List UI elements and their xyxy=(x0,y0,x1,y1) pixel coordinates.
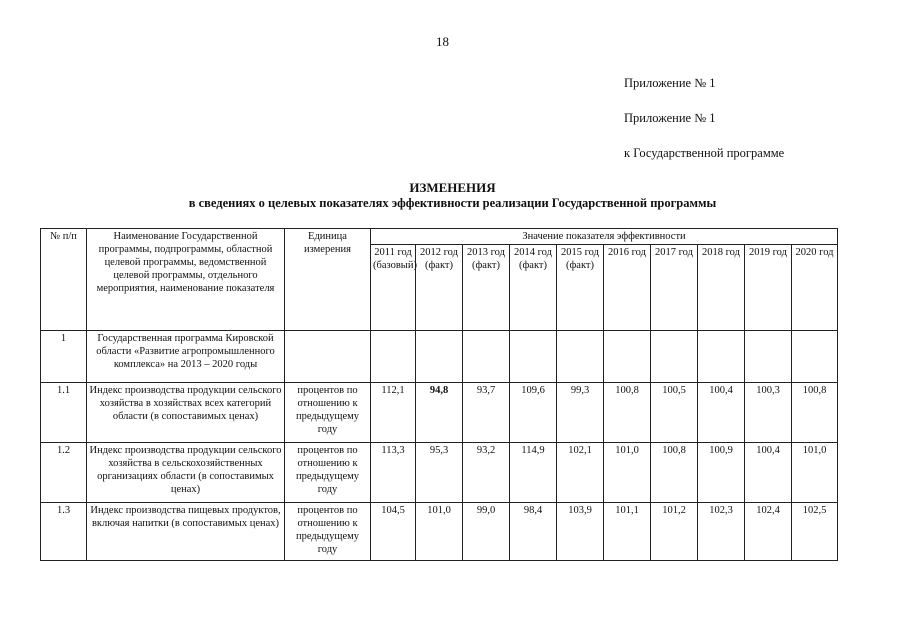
header-num: № п/п xyxy=(41,229,87,331)
row-value: 102,1 xyxy=(557,443,604,503)
row-value: 104,5 xyxy=(371,503,416,561)
header-year: 2014 год (факт) xyxy=(510,245,557,331)
row-unit xyxy=(285,331,371,383)
appendix-line-3: к Государственной программе xyxy=(624,146,785,160)
row-value: 103,9 xyxy=(557,503,604,561)
row-value: 102,4 xyxy=(745,503,792,561)
row-value: 113,3 xyxy=(371,443,416,503)
row-value: 112,1 xyxy=(371,383,416,443)
row-value: 114,9 xyxy=(510,443,557,503)
header-values-group: Значение показателя эффективности xyxy=(371,229,838,245)
row-value: 101,0 xyxy=(604,443,651,503)
header-year: 2017 год xyxy=(651,245,698,331)
row-value xyxy=(792,331,838,383)
header-year: 2011 год (базовый) xyxy=(371,245,416,331)
row-value: 100,9 xyxy=(698,443,745,503)
row-value: 101,1 xyxy=(604,503,651,561)
row-unit: процентов по отношению к предыдущему году xyxy=(285,443,371,503)
row-value: 94,8 xyxy=(416,383,463,443)
row-num: 1 xyxy=(41,331,87,383)
row-value xyxy=(604,331,651,383)
row-value: 93,2 xyxy=(463,443,510,503)
row-value: 100,4 xyxy=(745,443,792,503)
table-row xyxy=(41,383,838,443)
row-num: 1.2 xyxy=(41,443,87,503)
row-value: 101,0 xyxy=(792,443,838,503)
row-value: 109,6 xyxy=(510,383,557,443)
row-name: Индекс производства пищевых продуктов, включая напитки (в сопоставимых ценах) xyxy=(87,503,285,561)
row-value: 100,8 xyxy=(651,443,698,503)
row-value: 100,3 xyxy=(745,383,792,443)
row-unit: процентов по отношению к предыдущему году xyxy=(285,383,371,443)
table-row xyxy=(41,443,838,503)
row-name: Государственная программа Кировской области «Развитие агропромышленного комплекса» на 2013 – 2020 годы xyxy=(87,331,285,383)
document-title: ИЗМЕНЕНИЯ xyxy=(409,180,496,195)
row-name: Индекс производства продукции сельского хозяйства в хозяйствах всех категорий области (в сопоставимых ценах) xyxy=(87,383,285,443)
header-unit: Единица измерения xyxy=(285,229,371,331)
row-value: 100,8 xyxy=(792,383,838,443)
table-row xyxy=(41,331,838,383)
header-year: 2019 год xyxy=(745,245,792,331)
row-value: 98,4 xyxy=(510,503,557,561)
header-year: 2013 год (факт) xyxy=(463,245,510,331)
row-value: 95,3 xyxy=(416,443,463,503)
header-name: Наименование Государственной программы, подпрограммы, областной целевой программы, ведомственной целевой программы, отдельного мероприятия, наименование показателя xyxy=(87,229,285,331)
row-value xyxy=(463,331,510,383)
document-subtitle: в сведениях о целевых показателях эффективности реализации Государственной программы xyxy=(188,196,717,210)
row-value: 102,3 xyxy=(698,503,745,561)
header-year: 2016 год xyxy=(604,245,651,331)
row-value: 100,5 xyxy=(651,383,698,443)
row-value: 100,4 xyxy=(698,383,745,443)
row-name: Индекс производства продукции сельского хозяйства в сельскохозяйственных организациях области (в сопоставимых ценах) xyxy=(87,443,285,503)
row-num: 1.1 xyxy=(41,383,87,443)
row-value: 101,0 xyxy=(416,503,463,561)
row-value xyxy=(745,331,792,383)
row-num: 1.3 xyxy=(41,503,87,561)
header-year: 2012 год (факт) xyxy=(416,245,463,331)
row-unit: процентов по отношению к предыдущему году xyxy=(285,503,371,561)
row-value xyxy=(557,331,604,383)
row-value: 101,2 xyxy=(651,503,698,561)
appendix-line-1: Приложение № 1 xyxy=(624,76,716,90)
appendix-line-2: Приложение № 1 xyxy=(624,111,716,125)
row-value xyxy=(651,331,698,383)
row-value: 102,5 xyxy=(792,503,838,561)
row-value xyxy=(371,331,416,383)
header-year: 2015 год (факт) xyxy=(557,245,604,331)
row-value xyxy=(698,331,745,383)
indicators-table xyxy=(40,228,838,561)
header-year: 2018 год xyxy=(698,245,745,331)
row-value: 99,0 xyxy=(463,503,510,561)
header-year: 2020 год xyxy=(792,245,838,331)
row-value: 100,8 xyxy=(604,383,651,443)
table-row xyxy=(41,503,838,561)
row-value: 93,7 xyxy=(463,383,510,443)
row-value: 99,3 xyxy=(557,383,604,443)
row-value xyxy=(510,331,557,383)
page-number: 18 xyxy=(436,34,449,49)
row-value xyxy=(416,331,463,383)
